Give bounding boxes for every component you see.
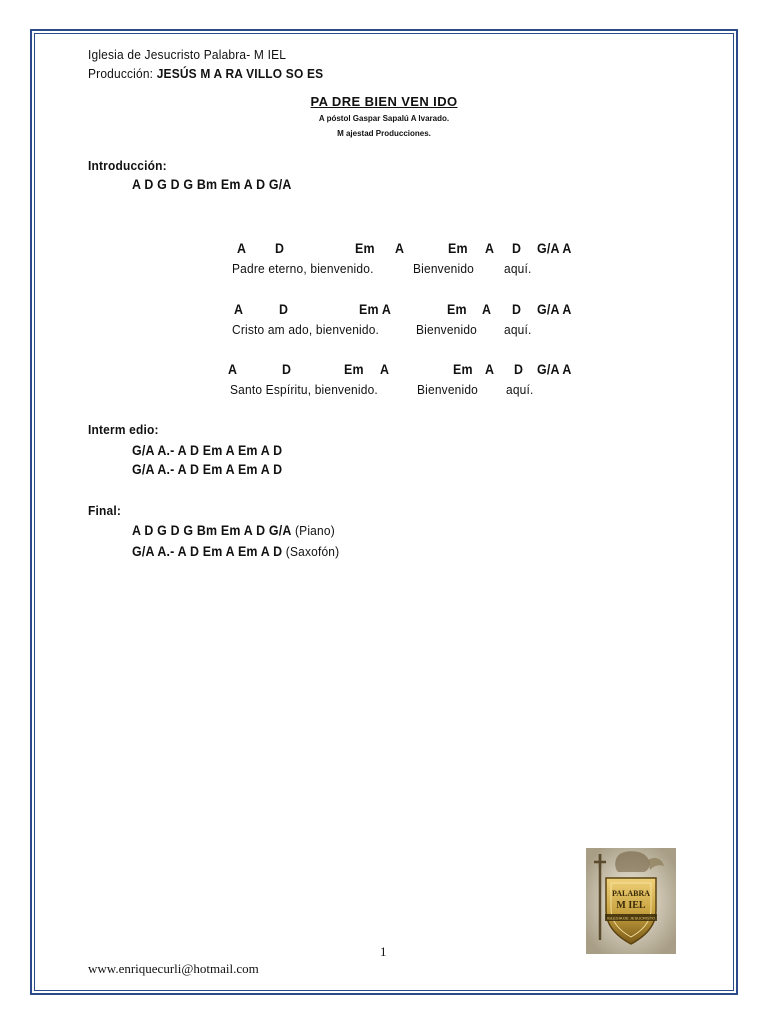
lyric: Bienvenido — [417, 382, 479, 397]
chord: Em — [344, 362, 364, 377]
chord: Em A — [359, 302, 392, 317]
chord: D — [279, 302, 289, 317]
final-chords: G/A A.- A D Em A Em A D — [132, 544, 283, 559]
chord: G/A A — [537, 362, 572, 377]
chord: A — [237, 241, 247, 256]
final-note: (Saxofón) — [282, 544, 340, 559]
chord: A — [228, 362, 238, 377]
song-producer: M ajestad Producciones. — [337, 129, 431, 138]
chord: A — [485, 362, 495, 377]
chord: D — [512, 241, 522, 256]
chord: Em — [448, 241, 468, 256]
chord: G/A A — [537, 302, 572, 317]
intermedio-line: G/A A.- A D Em A Em A D — [132, 443, 283, 458]
chord: A — [234, 302, 244, 317]
chord: D — [514, 362, 524, 377]
chord: A — [482, 302, 492, 317]
lyric: aquí. — [506, 382, 534, 397]
final-note: (Piano) — [291, 523, 335, 538]
final-heading: Final: — [88, 503, 122, 518]
final-line-1 — [132, 523, 335, 538]
chord: D — [512, 302, 522, 317]
lyric: aquí. — [504, 322, 532, 337]
production-label: Producción: — [88, 66, 157, 81]
lyric: Santo Espíritu, bienvenido. — [230, 382, 378, 397]
song-author: A póstol Gaspar Sapalú A lvarado. — [318, 114, 450, 123]
logo-text-top: PALABRA — [611, 889, 651, 898]
lyric: Bienvenido — [416, 322, 478, 337]
chord: Em — [453, 362, 473, 377]
chord: D — [282, 362, 292, 377]
intro-heading: Introducción: — [88, 158, 167, 173]
church-name: Iglesia de Jesucristo Palabra- M IEL — [88, 47, 287, 62]
production-value: JESÚS M A RA VILLO SO ES — [156, 66, 324, 81]
palabra-miel-logo — [586, 848, 676, 954]
chord: Em — [447, 302, 467, 317]
lyric: Bienvenido — [413, 261, 475, 276]
chord: G/A A — [537, 241, 572, 256]
page-number: 1 — [380, 944, 387, 959]
intro-chords: A D G D G Bm Em A D G/A — [132, 177, 292, 192]
intermedio-heading: Interm edio: — [88, 422, 159, 437]
final-chords: A D G D G Bm Em A D G/A — [132, 523, 292, 538]
lyric: Padre eterno, bienvenido. — [232, 261, 374, 276]
intermedio-line: G/A A.- A D Em A Em A D — [132, 462, 283, 477]
logo-text-band: IGLESIA DE JESUCRISTO — [606, 915, 656, 921]
final-line-2 — [132, 544, 339, 559]
lyric: aquí. — [504, 261, 532, 276]
chord: Em — [355, 241, 375, 256]
chord: A — [380, 362, 390, 377]
chord: D — [275, 241, 285, 256]
lyric: Cristo am ado, bienvenido. — [232, 322, 380, 337]
song-title: PA DRE BIEN VEN IDO — [310, 94, 458, 109]
footer-email: www.enriquecurli@hotmail.com — [88, 961, 259, 976]
chord: A — [485, 241, 495, 256]
chord: A — [395, 241, 405, 256]
production-line — [88, 66, 323, 81]
logo-text-mid: M IEL — [616, 900, 646, 911]
